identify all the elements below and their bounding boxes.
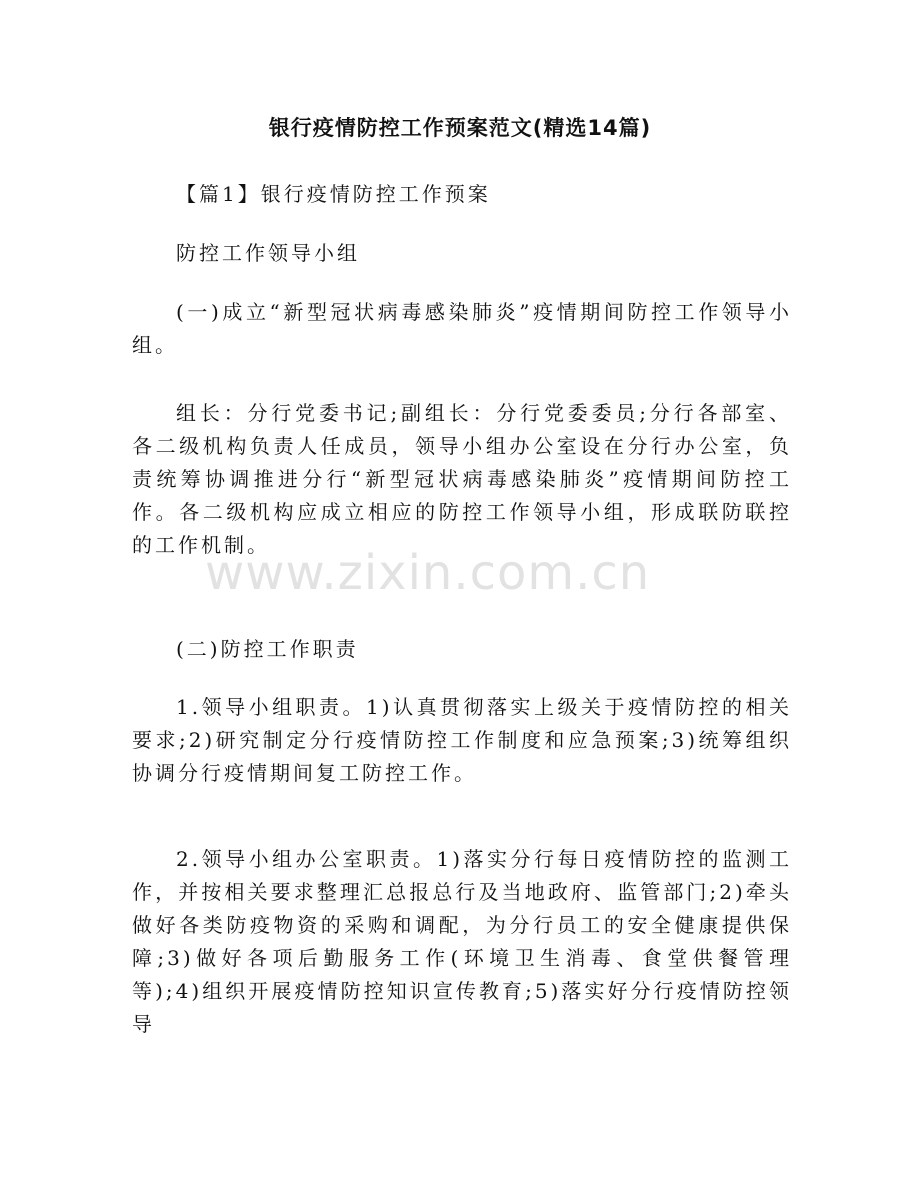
watermark: www.zixin.com.cn bbox=[205, 545, 651, 601]
subheading-leadership-group: 防控工作领导小组 bbox=[176, 241, 360, 265]
paragraph-duty-1: 1.领导小组职责。1)认真贯彻落实上级关于疫情防控的相关要求;2)研究制定分行疫情防控工作制度和应急预案;3)统筹组织协调分行疫情期间复工防控工作。 bbox=[132, 695, 792, 785]
document-title: 银行疫情防控工作预案范文(精选14篇) bbox=[268, 116, 652, 140]
subheading-duties: (二)防控工作职责 bbox=[176, 637, 359, 661]
section-heading: 【篇1】银行疫情防控工作预案 bbox=[176, 182, 491, 206]
paragraph-duty-2: 2.领导小组办公室职责。1)落实分行每日疫情防控的监测工作，并按相关要求整理汇总报总行及当地政府、监管部门;2)牵头做好各类防疫物资的采购和调配，为分行员工的安全健康提供保障;3)做好各项后勤服务工作(环境卫生消毒、食堂供餐管理等);4)组织开展疫情防控知识宣传教育;5)落实好分行疫情防控领导 bbox=[132, 847, 792, 1036]
paragraph-group-members: 组长：分行党委书记;副组长：分行党委委员;分行各部室、各二级机构负责人任成员，领导小组办公室设在分行办公室，负责统筹协调推进分行“新型冠状病毒感染肺炎”疫情期间防控工作。各二级机构应成立相应的防控工作领导小组，形成联防联控的工作机制。 bbox=[132, 401, 792, 557]
paragraph-establish-group: (一)成立“新型冠状病毒感染肺炎”疫情期间防控工作领导小组。 bbox=[132, 300, 792, 357]
